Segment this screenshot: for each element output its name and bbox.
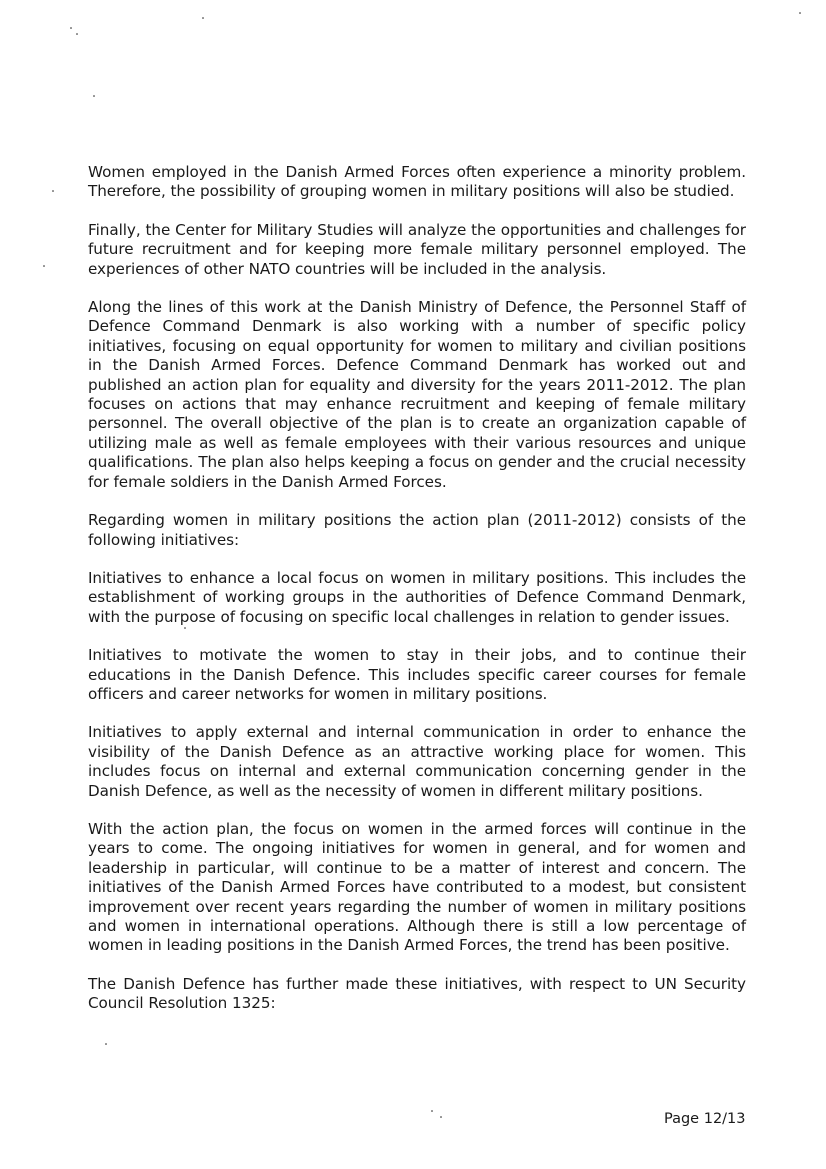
document-body: [88, 163, 746, 1033]
scan-speck: [105, 1043, 107, 1045]
paragraph: Initiatives to motivate the women to stay in their jobs, and to continue their educations in the Danish Defence. This includes specific career courses for female officers and career networks for women in military positions.: [88, 646, 746, 703]
paragraph: Along the lines of this work at the Danish Ministry of Defence, the Personnel Staff of Defence Command Denmark is also working with a number of specific policy initiatives, focusing on equal opportunity for women to military and civilian positions in the Danish Armed Forces. Defence Command Denmark has worked out and published an action plan for equality and diversity for the years 2011-2012. The plan focuses on actions that may enhance recruitment and keeping of female military personnel. The overall objective of the plan is to create an organization capable of utilizing male as well as female employees with their various resources and unique qualifications. The plan also helps keeping a focus on gender and the crucial necessity for female soldiers in the Danish Armed Forces.: [88, 298, 746, 491]
paragraph: Initiatives to enhance a local focus on women in military positions. This includes the establishment of working groups in the authorities of Defence Command Denmark, with the purpose of focusing on specific local challenges in relation to gender issues.: [88, 568, 746, 626]
scan-speck: [799, 12, 801, 14]
scan-speck: [93, 95, 95, 97]
scan-speck: [43, 265, 45, 267]
paragraph: Regarding women in military positions the action plan (2011-2012) consists of the following initiatives:: [88, 511, 746, 549]
scan-speck: [76, 33, 78, 35]
paragraph: With the action plan, the focus on women in the armed forces will continue in the years to come. The ongoing initiatives for women in general, and for women and leadership in particular, will continue to be a matter of interest and concern. The initiatives of the Danish Armed Forces have contributed to a modest, but consistent improvement over recent years regarding the number of women in military positions and women in international operations. Although there is still a low percentage of women in leading positions in the Danish Armed Forces, the trend has been positive.: [88, 819, 746, 955]
scan-speck: [52, 190, 54, 192]
scan-speck: [202, 17, 204, 19]
paragraph: Women employed in the Danish Armed Forces often experience a minority problem. Therefore, the possibility of grouping women in military positions will also be studied.: [88, 163, 746, 201]
scan-speck: [70, 27, 72, 29]
scan-speck: [431, 1110, 433, 1112]
page-number: Page 12/13: [664, 1111, 746, 1127]
paragraph: Initiatives to apply external and internal communication in order to enhance the visibility of the Danish Defence as an attractive working place for women. This includes focus on internal and external communication concerning gender in the Danish Defence, as well as the necessity of women in different military positions.: [88, 723, 746, 800]
paragraph: Finally, the Center for Military Studies will analyze the opportunities and challenges for future recruitment and for keeping more female military personnel employed. The experiences of other NATO countries will be included in the analysis.: [88, 220, 746, 278]
scan-speck: [440, 1116, 442, 1118]
paragraph: The Danish Defence has further made these initiatives, with respect to UN Security Council Resolution 1325:: [88, 974, 746, 1013]
